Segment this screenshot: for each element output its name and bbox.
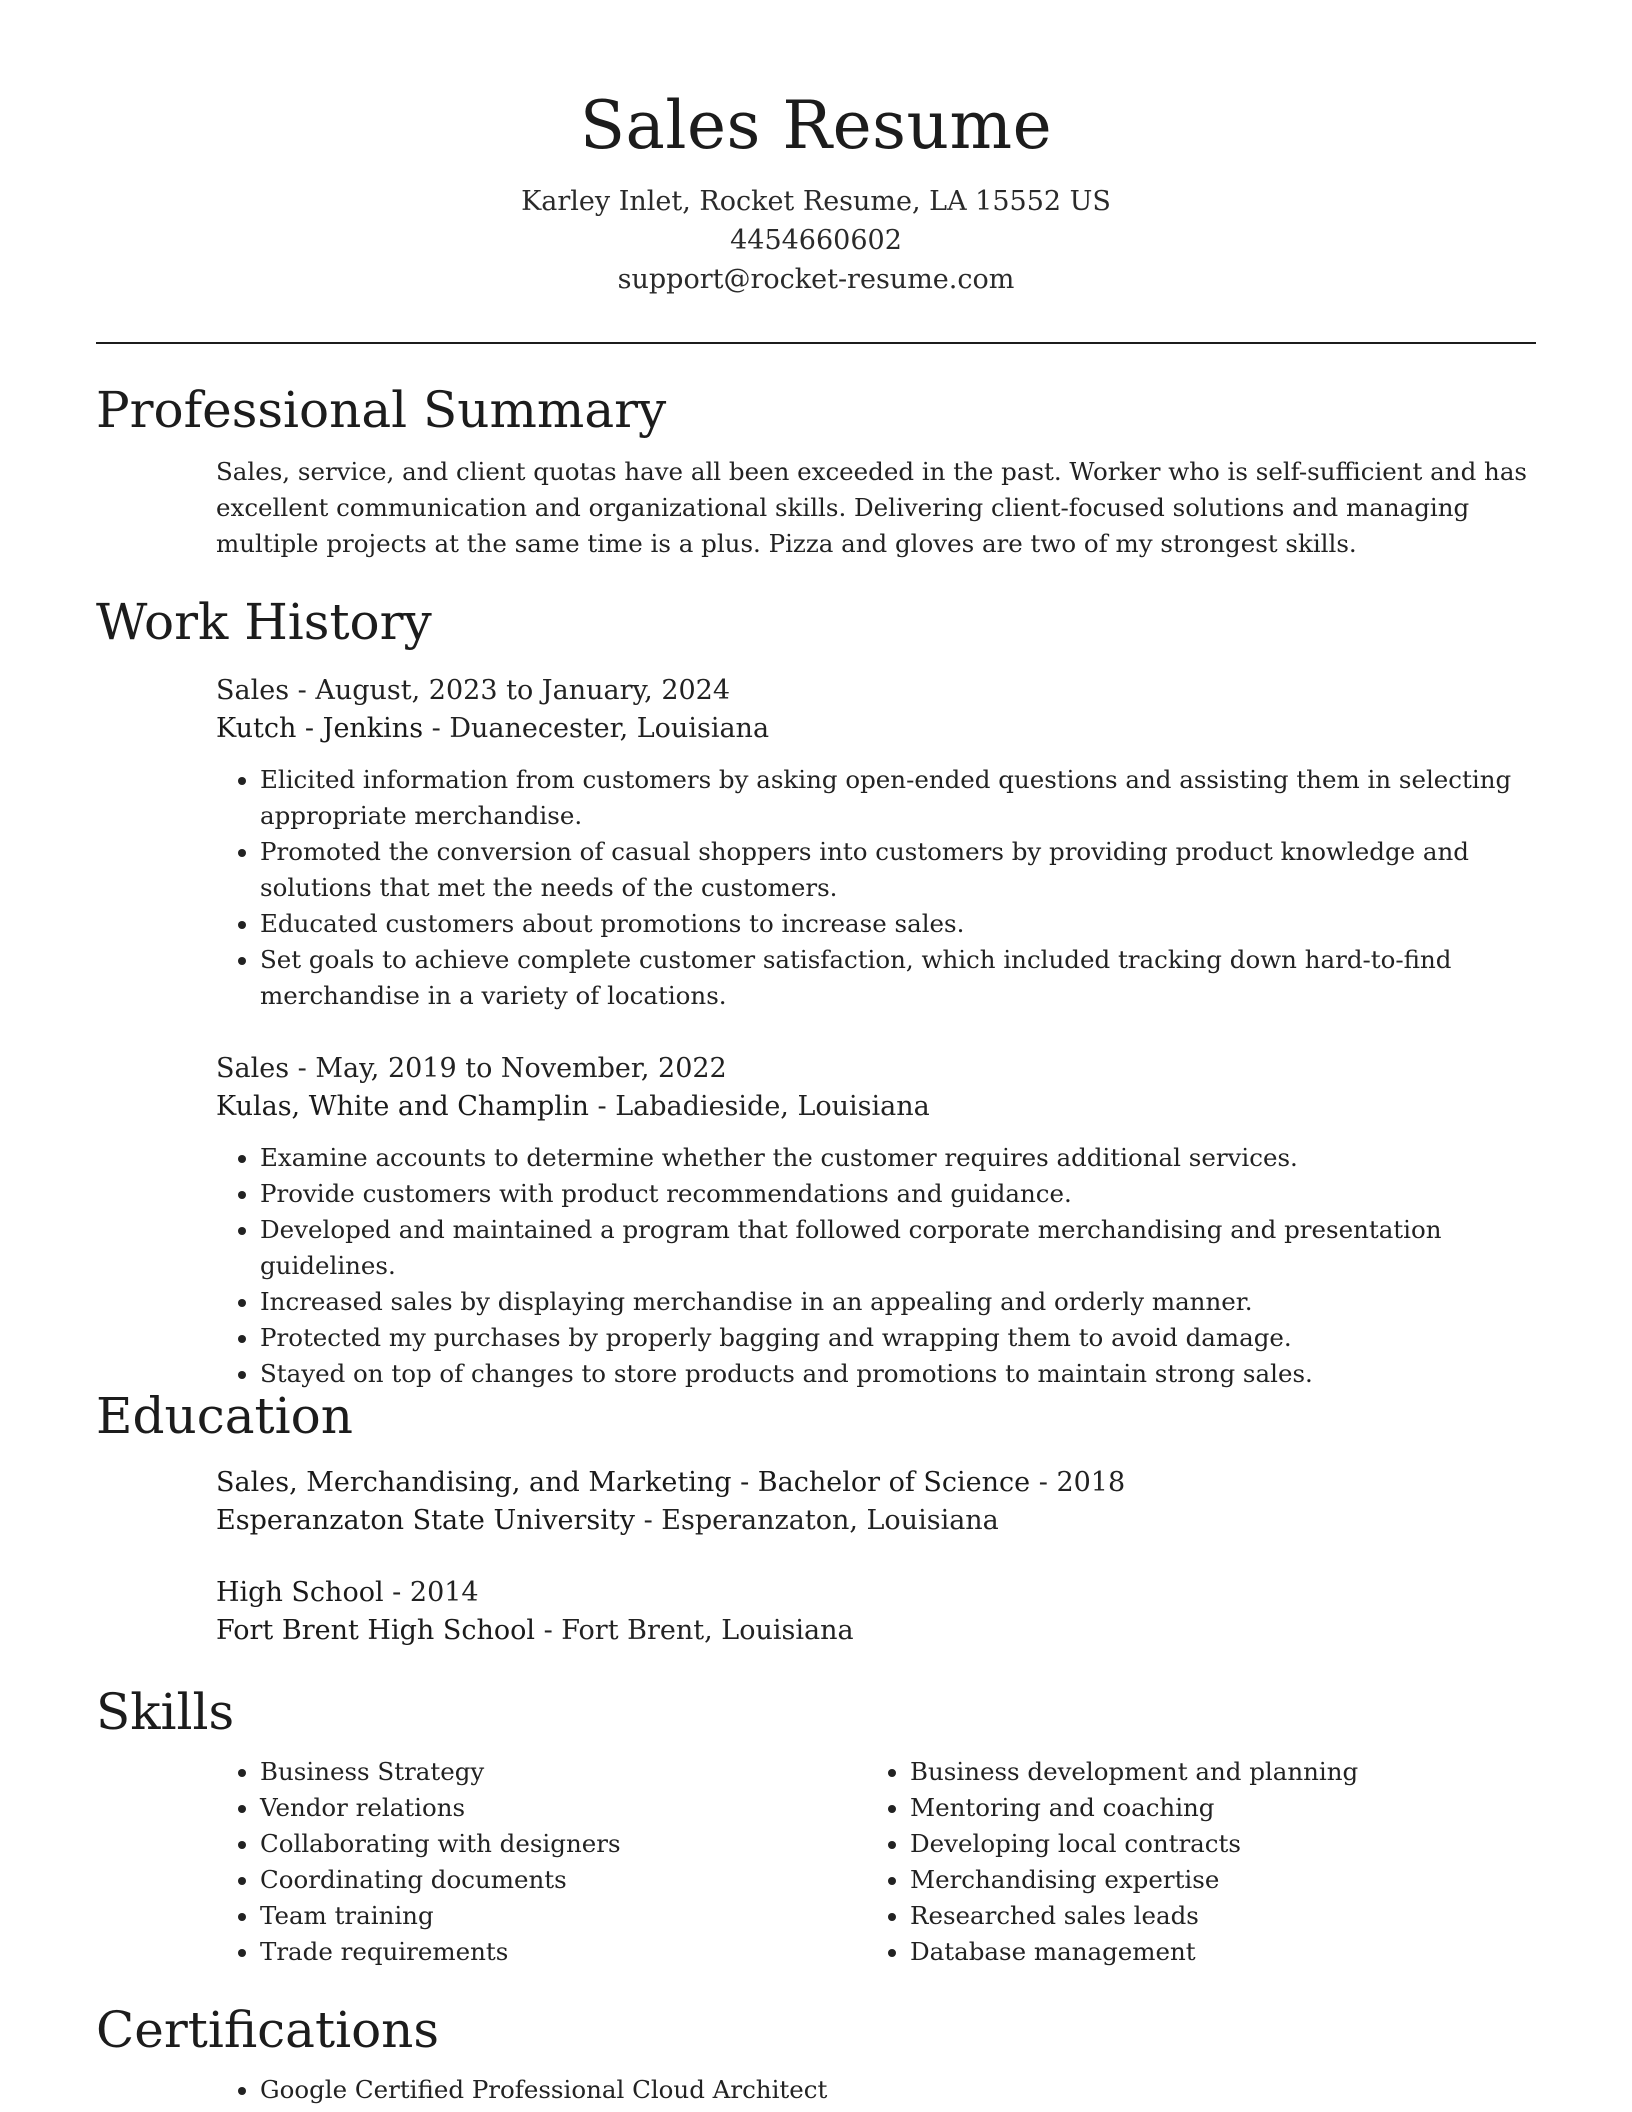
certifications-heading: Certifications [96,2001,440,2059]
list-item: • Protected my purchases by properly bagging and wrapping them to avoid damage. [260,1320,1536,1356]
education-entry [216,1574,1536,1650]
skill-item: • Researched sales leads [910,1898,1516,1934]
skill-item: • Business Strategy [260,1754,866,1790]
certifications-list [216,2072,1536,2108]
job-company: Kulas, White and Champlin [216,1091,589,1122]
separator: - [1030,1467,1057,1498]
education-entry [216,1464,1536,1540]
list-item: • Set goals to achieve complete customer satisfaction, which included tracking down hard-to-find merchandise in a variety of locations. [260,942,1536,1014]
list-item: • Developed and maintained a program that followed corporate merchandising and presentation guidelines. [260,1212,1536,1284]
contact-email: support@rocket-resume.com [617,264,1015,295]
separator: - [289,1053,316,1084]
list-item: • Educated customers about promotions to increase sales. [260,906,1536,942]
job-title: Sales [216,675,290,706]
separator: - [535,1615,562,1646]
degree-line [216,1574,1536,1612]
job-dates: May, 2019 to November, 2022 [315,1053,727,1084]
graduation-year: 2018 [1056,1467,1126,1498]
certifications-section [96,1998,1536,2108]
job-entry [216,672,1536,1014]
skills-columns [216,1754,1536,1970]
contact-address: Karley Inlet, Rocket Resume, LA 15552 US [521,186,1111,217]
school-line [216,1612,1536,1650]
degree: Sales, Merchandising, and Marketing - Bachelor of Science [216,1467,1031,1498]
degree: High School [216,1577,384,1608]
school-name: Fort Brent High School [216,1615,535,1646]
work-history-heading: Work History [96,593,432,651]
skill-item: • Coordinating documents [260,1862,866,1898]
job-bullets [216,1140,1536,1392]
job-title-line [216,1050,1536,1088]
contact-block [0,182,1632,299]
skill-item: • Developing local contracts [910,1826,1516,1862]
skills-list-left [216,1754,866,1970]
skill-item: • Team training [260,1898,866,1934]
summary-section [96,378,1536,562]
skill-item: • Merchandising expertise [910,1862,1516,1898]
job-title: Sales [216,1053,290,1084]
skills-list-right [866,1754,1516,1970]
job-dates: August, 2023 to January, 2024 [315,675,731,706]
separator: - [289,675,316,706]
graduation-year: 2014 [409,1577,479,1608]
list-item: • Increased sales by displaying merchandise in an appealing and orderly manner. [260,1284,1536,1320]
job-company-line [216,1088,1536,1126]
skill-item: • Trade requirements [260,1934,866,1970]
skill-item: • Business development and planning [910,1754,1516,1790]
list-item: • Examine accounts to determine whether the customer requires additional services. [260,1140,1536,1176]
list-item: • Elicited information from customers by asking open-ended questions and assisting them in selecting appropriate merchandise. [260,762,1536,834]
education-heading: Education [96,1387,353,1445]
skill-item: • Mentoring and coaching [910,1790,1516,1826]
job-company-line [216,710,1536,748]
school-line [216,1502,1536,1540]
job-entry [216,1050,1536,1392]
summary-text: Sales, service, and client quotas have all been exceeded in the past. Worker who is self-sufficient and has excellent communication and organizational skills. Delivering client-focused solutions and managing multiple projects at the same time is a plus. Pizza and gloves are two of my strongest skills. [216,457,1528,558]
skills-heading: Skills [96,1683,235,1741]
job-location: Labadieside, Louisiana [615,1091,930,1122]
job-title-line [216,672,1536,710]
job-company: Kutch - Jenkins [216,713,424,744]
school-location: Fort Brent, Louisiana [561,1615,854,1646]
degree-line [216,1464,1536,1502]
certification-item: • Google Certified Professional Cloud Architect [260,2072,1536,2108]
list-item: • Promoted the conversion of casual shoppers into customers by providing product knowledge and solutions that met the needs of the customers. [260,834,1536,906]
summary-heading: Professional Summary [96,381,667,439]
job-location: Duanecester, Louisiana [449,713,770,744]
separator: - [635,1505,662,1536]
separator: - [588,1091,616,1122]
list-item: • Provide customers with product recommendations and guidance. [260,1176,1536,1212]
education-section [96,1384,1536,1650]
separator: - [423,713,450,744]
school-name: Esperanzaton State University [216,1505,635,1536]
resume-header [0,84,1632,299]
contact-phone: 4454660602 [730,225,902,256]
header-divider [96,342,1536,344]
skill-item: • Database management [910,1934,1516,1970]
separator: - [383,1577,410,1608]
resume-title: Sales Resume [579,87,1053,164]
school-location: Esperanzaton, Louisiana [661,1505,999,1536]
skills-section [96,1680,1536,1970]
skill-item: • Collaborating with designers [260,1826,866,1862]
list-item: • Stayed on top of changes to store products and promotions to maintain strong sales. [260,1356,1536,1392]
job-bullets [216,762,1536,1014]
skill-item: • Vendor relations [260,1790,866,1826]
work-history-section [96,590,1536,1392]
